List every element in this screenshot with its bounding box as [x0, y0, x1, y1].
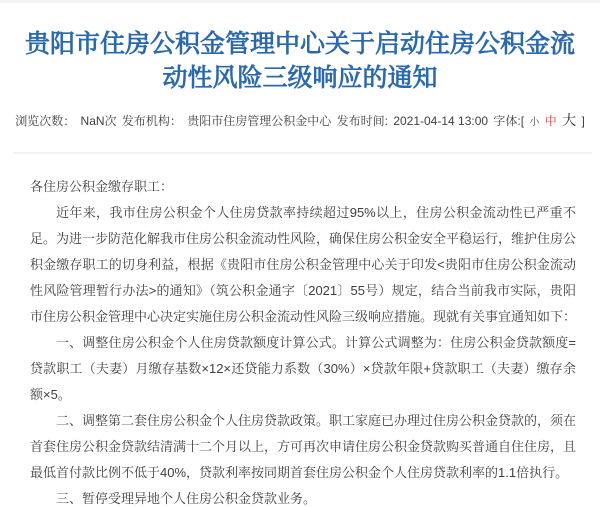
- font-medium-button[interactable]: 中: [544, 114, 557, 128]
- views-label: 浏览次数：: [15, 114, 76, 128]
- font-small-button[interactable]: 小: [529, 117, 540, 128]
- paragraph-item-2: 二、调整第二套住房公积金个人住房贷款政策。职工家庭已办理过住房公积金贷款的，须在首套住房公积金贷款结清满十二个月以上，方可再次申请住房公积金贷款购买普通自住住房，且最低首付款比例不低于40%，贷款利率按同期首套住房公积金个人住房贷款利率的1.1倍执行。: [30, 413, 577, 480]
- font-size-label: 字体:[: [493, 114, 525, 128]
- notice-body: [0, 154, 600, 507]
- meta-bar: [0, 110, 600, 130]
- font-size-bracket-close: ]: [581, 114, 585, 128]
- publish-time-value: 2021-04-14 13:00: [393, 114, 489, 128]
- publish-time-label: 发布时间:: [336, 114, 388, 128]
- paragraph-intro: 近年来，我市住房公积金个人住房贷款率持续超过95%以上，住房公积金流动性已严重不足。为进一步防范化解我市住房公积金流动性风险，确保住房公积金安全平稳运行，维护住房公积金缴存职工的切身利益，根据《贵阳市住房公积金管理中心关于印发<贵阳市住房公积金流动性风险管理暂行办法>的通知》（筑公积金通字〔2021〕55号）规定，结合当前我市实际，贵阳市住房公积金管理中心决定实施住房公积金流动性风险三级响应措施。现就有关事宜通知如下：: [30, 205, 577, 324]
- publisher-value: 贵阳市住房管理公积金中心: [187, 114, 332, 128]
- publisher-label: 发布机构：: [121, 114, 182, 128]
- notice-title: 贵阳市住房公积金管理中心关于启动住房公积金流动性风险三级响应的通知: [24, 30, 575, 92]
- paragraph-item-3: 三、暂停受理异地个人住房公积金贷款业务。: [56, 491, 317, 506]
- paragraph-item-1: 一、调整住房公积金个人住房贷款额度计算公式。计算公式调整为：住房公积金贷款额度=贷款职工（夫妻）月缴存基数×12×还贷能力系数（30%）×贷款年限+贷款职工（夫妻）缴存余额×5。: [30, 335, 576, 402]
- views-value: NaN次: [80, 114, 117, 128]
- font-large-button[interactable]: 大: [562, 112, 577, 128]
- salutation-line: 各住房公积金缴存职工：: [30, 179, 174, 194]
